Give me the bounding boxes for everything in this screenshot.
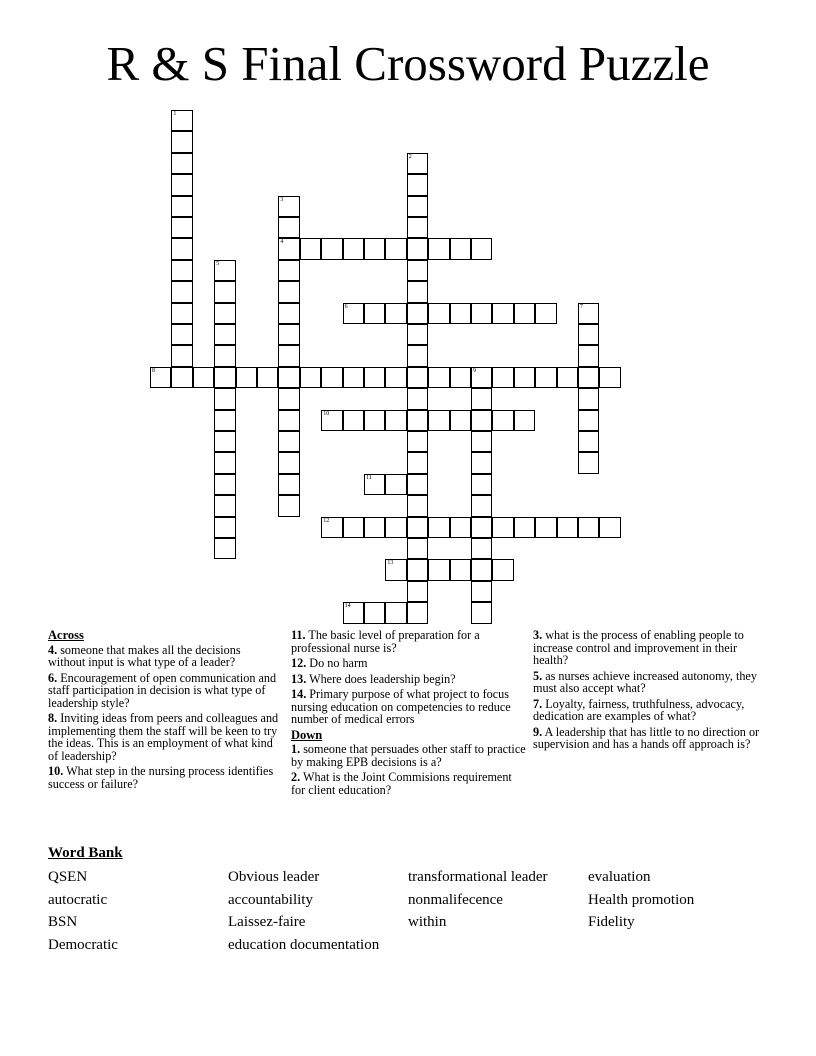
down-heading: Down — [291, 727, 323, 742]
crossword-cell[interactable] — [407, 452, 428, 473]
crossword-cell[interactable] — [578, 388, 599, 409]
crossword-cell[interactable] — [278, 217, 299, 238]
clue-number: 5 — [216, 260, 220, 267]
crossword-cell[interactable] — [343, 238, 364, 259]
crossword-cell[interactable] — [471, 367, 492, 388]
crossword-cell[interactable] — [300, 238, 321, 259]
crossword-cell[interactable] — [492, 303, 513, 324]
crossword-cell[interactable] — [428, 559, 449, 580]
crossword-cell[interactable] — [578, 303, 599, 324]
crossword-cell[interactable] — [471, 238, 492, 259]
crossword-cell[interactable] — [364, 367, 385, 388]
crossword-cell[interactable] — [407, 410, 428, 431]
crossword-cell[interactable] — [385, 474, 406, 495]
crossword-cell[interactable] — [428, 367, 449, 388]
crossword-cell[interactable] — [214, 495, 235, 516]
crossword-cell[interactable] — [385, 238, 406, 259]
crossword-cell[interactable] — [428, 238, 449, 259]
clue-across-10: 10. What step in the nursing process identifies success or failure? — [48, 764, 274, 791]
crossword-cell[interactable] — [364, 238, 385, 259]
crossword-cell[interactable] — [278, 238, 299, 259]
crossword-cell[interactable] — [407, 303, 428, 324]
crossword-cell[interactable] — [428, 303, 449, 324]
clue-number: 11 — [366, 474, 372, 481]
crossword-cell[interactable] — [385, 367, 406, 388]
crossword-cell[interactable] — [214, 281, 235, 302]
clue-down-1: 1. someone that persuades other staff to practice by making EPB decisions is a? — [291, 742, 526, 769]
crossword-cell[interactable] — [407, 388, 428, 409]
crossword-cell[interactable] — [300, 367, 321, 388]
clue-across-8: 8. Inviting ideas from peers and colleagues and implementing them the staff will be keen to try the ideas. This is an employment of what kind of leadership? — [48, 711, 279, 763]
crossword-cell[interactable] — [471, 495, 492, 516]
clue-across-6: 6. Encouragement of open communication and staff participation in decision is what type of leadership style? — [48, 670, 277, 710]
crossword-cell[interactable] — [578, 517, 599, 538]
clue-across-14: 14. Primary purpose of what project to focus nursing education on competencies to reduce number of medical errors — [291, 687, 511, 726]
crossword-cell[interactable] — [150, 367, 171, 388]
clue-down-3: 3. what is the process of enabling people to increase control and improvement in their health? — [533, 628, 744, 667]
crossword-cell[interactable] — [599, 367, 620, 388]
crossword-cell[interactable] — [450, 367, 471, 388]
clue-across-13: 13. Where does leadership begin? — [291, 671, 456, 686]
crossword-cell[interactable] — [407, 367, 428, 388]
word-bank-item: autocratic — [48, 892, 108, 908]
word-bank-item: transformational leader — [408, 869, 548, 885]
crossword-cell[interactable] — [471, 602, 492, 623]
crossword-cell[interactable] — [471, 517, 492, 538]
crossword-cell[interactable] — [171, 110, 192, 131]
clue-across-11: 11. The basic level of preparation for a professional nurse is? — [291, 628, 480, 655]
word-bank-item: Laissez-faire — [228, 914, 306, 930]
crossword-cell[interactable] — [278, 474, 299, 495]
clue-down-5: 5. as nurses achieve increased autonomy, they must also accept what? — [533, 668, 757, 695]
crossword-cell[interactable] — [407, 174, 428, 195]
word-bank-item: accountability — [228, 892, 313, 908]
clue-number: 3 — [280, 196, 284, 203]
crossword-cell[interactable] — [278, 410, 299, 431]
crossword-cell[interactable] — [385, 410, 406, 431]
clue-number: 4 — [280, 239, 284, 246]
crossword-cell[interactable] — [407, 281, 428, 302]
clue-down-7: 7. Loyalty, fairness, truthfulness, advocacy, dedication are examples of what? — [533, 696, 745, 723]
crossword-cell[interactable] — [450, 517, 471, 538]
crossword-cell[interactable] — [471, 559, 492, 580]
crossword-cell[interactable] — [428, 517, 449, 538]
crossword-cell[interactable] — [578, 345, 599, 366]
clue-number: 9 — [473, 367, 476, 374]
crossword-cell[interactable] — [407, 196, 428, 217]
clue-across-12: 12. Do no harm — [291, 656, 368, 670]
crossword-cell[interactable] — [407, 559, 428, 580]
crossword-cell[interactable] — [193, 367, 214, 388]
word-bank-item: evaluation — [588, 869, 651, 885]
crossword-cell[interactable] — [407, 431, 428, 452]
crossword-cell[interactable] — [428, 410, 449, 431]
crossword-cell[interactable] — [364, 517, 385, 538]
clue-number: 7 — [580, 303, 583, 310]
word-bank-item: nonmalifecence — [408, 892, 503, 908]
crossword-cell[interactable] — [471, 452, 492, 473]
word-bank-item: within — [408, 914, 447, 930]
crossword-cell[interactable] — [364, 474, 385, 495]
crossword-cell[interactable] — [364, 410, 385, 431]
crossword-cell[interactable] — [278, 367, 299, 388]
crossword-cell[interactable] — [364, 602, 385, 623]
crossword-cell[interactable] — [407, 517, 428, 538]
crossword-cell[interactable] — [578, 452, 599, 473]
crossword-cell[interactable] — [214, 324, 235, 345]
clues-column-1 — [48, 629, 280, 793]
word-bank-item: education documentation — [228, 937, 380, 953]
crossword-cell[interactable] — [236, 367, 257, 388]
puzzle-title: R & S Final Crossword Puzzle — [106, 36, 710, 91]
clue-number: 2 — [408, 153, 412, 160]
crossword-cell[interactable] — [278, 345, 299, 366]
crossword-cell[interactable] — [535, 517, 556, 538]
crossword-cell[interactable] — [514, 303, 535, 324]
crossword-cell[interactable] — [492, 367, 513, 388]
crossword-cell[interactable] — [343, 367, 364, 388]
crossword-cell[interactable] — [214, 388, 235, 409]
crossword-cell[interactable] — [171, 345, 192, 366]
crossword-cell[interactable] — [385, 559, 406, 580]
crossword-cell[interactable] — [214, 452, 235, 473]
crossword-cell[interactable] — [407, 260, 428, 281]
crossword-cell[interactable] — [407, 153, 428, 174]
clue-across-4: 4. someone that makes all the decisions without input is what type of a leader? — [48, 642, 241, 669]
crossword-cell[interactable] — [471, 474, 492, 495]
crossword-cell[interactable] — [471, 303, 492, 324]
word-bank-item: Obvious leader — [228, 869, 320, 885]
clue-number: 6 — [344, 303, 348, 310]
crossword-cell[interactable] — [492, 517, 513, 538]
crossword-cell[interactable] — [535, 303, 556, 324]
clue-number: 1 — [173, 111, 177, 117]
word-bank-item: Democratic — [48, 937, 118, 953]
crossword-cell[interactable] — [171, 281, 192, 302]
crossword-cell[interactable] — [278, 324, 299, 345]
crossword-cell[interactable] — [471, 538, 492, 559]
crossword-cell[interactable] — [343, 602, 364, 623]
crossword-cell[interactable] — [450, 303, 471, 324]
crossword-cell[interactable] — [214, 538, 235, 559]
crossword-cell[interactable] — [471, 388, 492, 409]
crossword-cell[interactable] — [407, 495, 428, 516]
crossword-cell[interactable] — [492, 410, 513, 431]
crossword-cell[interactable] — [407, 217, 428, 238]
crossword-cell[interactable] — [171, 303, 192, 324]
crossword-cell[interactable] — [278, 431, 299, 452]
clue-number: 8 — [152, 367, 155, 374]
crossword-cell[interactable] — [171, 131, 192, 152]
crossword-cell[interactable] — [535, 367, 556, 388]
crossword-cell[interactable] — [407, 538, 428, 559]
across-heading: Across — [48, 628, 84, 642]
crossword-cell[interactable] — [407, 474, 428, 495]
crossword-cell[interactable] — [471, 410, 492, 431]
crossword-cell[interactable] — [364, 303, 385, 324]
crossword-cell[interactable] — [321, 410, 342, 431]
crossword-cell[interactable] — [578, 367, 599, 388]
crossword-cell[interactable] — [514, 517, 535, 538]
crossword-cell[interactable] — [171, 153, 192, 174]
crossword-cell[interactable] — [471, 431, 492, 452]
clue-number: 12 — [323, 517, 330, 524]
crossword-cell[interactable] — [171, 238, 192, 259]
clues-column-2 — [291, 629, 527, 799]
crossword-cell[interactable] — [278, 495, 299, 516]
clue-number: 14 — [344, 603, 351, 610]
crossword-cell[interactable] — [578, 324, 599, 345]
crossword-cell[interactable] — [450, 410, 471, 431]
word-bank-item: Health promotion — [588, 892, 695, 908]
crossword-cell[interactable] — [557, 367, 578, 388]
crossword-cell[interactable] — [514, 367, 535, 388]
crossword-cell[interactable] — [214, 260, 235, 281]
crossword-cell[interactable] — [278, 260, 299, 281]
crossword-cell[interactable] — [171, 174, 192, 195]
crossword-cell[interactable] — [599, 517, 620, 538]
crossword-cell[interactable] — [214, 345, 235, 366]
crossword-cell[interactable] — [278, 452, 299, 473]
crossword-cell[interactable] — [385, 517, 406, 538]
clue-number: 13 — [387, 560, 394, 567]
crossword-cell[interactable] — [171, 260, 192, 281]
crossword-cell[interactable] — [578, 410, 599, 431]
crossword-cell[interactable] — [171, 367, 192, 388]
word-bank-item: BSN — [48, 914, 78, 930]
crossword-cell[interactable] — [492, 559, 513, 580]
clues-column-3 — [533, 629, 761, 754]
crossword-cell[interactable] — [385, 303, 406, 324]
crossword-cell[interactable] — [214, 517, 235, 538]
crossword-cell[interactable] — [257, 367, 278, 388]
crossword-cell[interactable] — [214, 303, 235, 324]
crossword-cell[interactable] — [278, 196, 299, 217]
word-bank-item: QSEN — [48, 869, 88, 885]
crossword-cell[interactable] — [450, 559, 471, 580]
word-bank-item: Fidelity — [588, 914, 635, 930]
crossword-cell[interactable] — [278, 281, 299, 302]
crossword-cell[interactable] — [514, 410, 535, 431]
clue-down-9: 9. A leadership that has little to no direction or supervision and has a hands off approach is? — [533, 724, 760, 751]
crossword-cell[interactable] — [385, 602, 406, 623]
crossword-cell[interactable] — [214, 410, 235, 431]
crossword-cell[interactable] — [407, 238, 428, 259]
crossword-cell[interactable] — [278, 388, 299, 409]
word-bank-heading: Word Bank — [48, 845, 123, 861]
crossword-cell[interactable] — [214, 367, 235, 388]
crossword-cell[interactable] — [278, 303, 299, 324]
crossword-cell[interactable] — [321, 367, 342, 388]
crossword-cell[interactable] — [321, 238, 342, 259]
crossword-cell[interactable] — [214, 431, 235, 452]
crossword-cell[interactable] — [214, 474, 235, 495]
crossword-cell[interactable] — [171, 196, 192, 217]
crossword-cell[interactable] — [407, 345, 428, 366]
crossword-cell[interactable] — [321, 517, 342, 538]
crossword-cell[interactable] — [557, 517, 578, 538]
crossword-cell[interactable] — [171, 324, 192, 345]
crossword-cell[interactable] — [407, 581, 428, 602]
crossword-cell[interactable] — [578, 431, 599, 452]
clue-down-2: 2. What is the Joint Commisions requirement for client education? — [291, 770, 512, 797]
crossword-cell[interactable] — [343, 410, 364, 431]
crossword-cell[interactable] — [450, 238, 471, 259]
crossword-cell[interactable] — [171, 217, 192, 238]
clue-number: 10 — [323, 410, 330, 417]
crossword-cell[interactable] — [407, 602, 428, 623]
crossword-cell[interactable] — [471, 581, 492, 602]
crossword-cell[interactable] — [343, 303, 364, 324]
crossword-cell[interactable] — [407, 324, 428, 345]
crossword-cell[interactable] — [343, 517, 364, 538]
